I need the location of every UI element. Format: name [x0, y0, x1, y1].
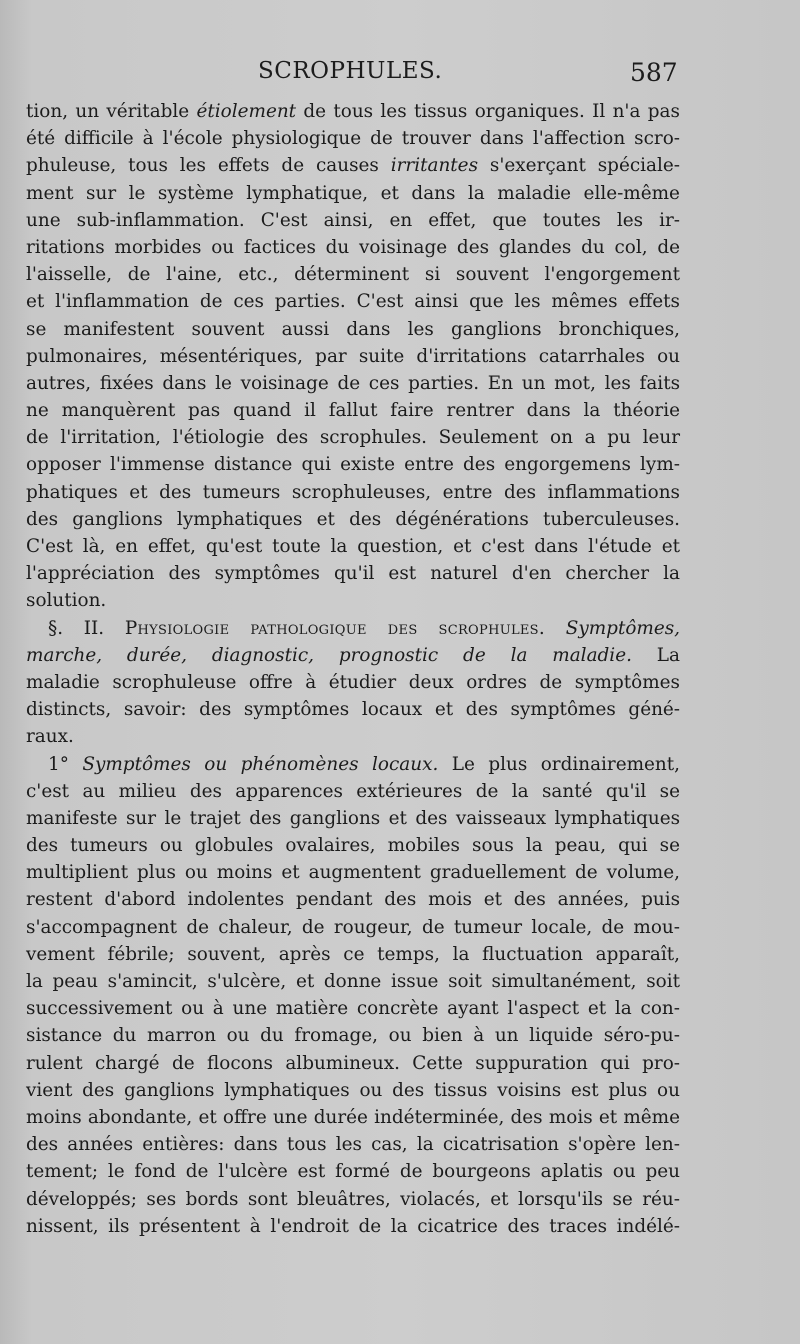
- text-line: [26, 587, 680, 614]
- text-line: [26, 832, 680, 859]
- body-text: [26, 98, 680, 1240]
- text-run: ritations morbides ou factices du voisinage des glandes du col, de: [26, 236, 681, 258]
- text-run: phuleuse, tous les effets de causes: [26, 155, 391, 177]
- text-line: [26, 451, 680, 478]
- text-run: ment sur le système lymphatique, et dans la maladie elle-même: [26, 182, 680, 204]
- text-run: et l'inflammation de ces parties. C'est ainsi que les mêmes effets: [26, 291, 680, 313]
- text-run: 1°: [48, 753, 83, 775]
- text-line: [26, 1050, 680, 1077]
- text-run: marche, durée, diagnostic, prognostic de la maladie.: [26, 644, 632, 666]
- text-line: [26, 98, 680, 125]
- text-run: une sub-inflammation. C'est ainsi, en effet, que toutes les ir-: [26, 209, 681, 231]
- page-number: 587: [630, 58, 678, 87]
- text-run: solution.: [26, 590, 107, 612]
- text-line: [26, 207, 680, 234]
- text-run: étiolement: [196, 101, 297, 122]
- text-run: Symptômes,: [565, 617, 681, 639]
- text-run: se manifestent souvent aussi dans les ganglions bronchiques,: [26, 318, 681, 340]
- text-run: irritantes: [390, 155, 479, 177]
- text-line: [26, 941, 680, 968]
- text-line: [26, 180, 680, 207]
- text-line: [26, 506, 680, 533]
- text-line: [26, 1104, 680, 1131]
- text-run: c'est au milieu des apparences extérieures de la santé qu'il se: [26, 780, 680, 802]
- text-line: [26, 1186, 680, 1213]
- text-run: moins abondante, et offre une durée indéterminée, des mois et même: [26, 1106, 680, 1128]
- text-line: [26, 642, 680, 669]
- text-line: [26, 914, 680, 941]
- text-line: [26, 1022, 680, 1049]
- text-line: [26, 886, 680, 913]
- running-title: SCROPHULES.: [258, 58, 443, 84]
- text-run: sistance du marron ou du fromage, ou bien à un liquide séro-pu-: [26, 1025, 680, 1047]
- text-line: [26, 261, 680, 288]
- text-run: [545, 615, 566, 642]
- text-line: [26, 723, 680, 750]
- text-line: [26, 1077, 680, 1104]
- text-line: [26, 696, 680, 723]
- text-line: [26, 288, 680, 315]
- text-line: [26, 1213, 680, 1240]
- text-line: [26, 1158, 680, 1185]
- text-run: opposer l'immense distance qui existe entre des engorgemens lym-: [26, 454, 680, 476]
- text-run: C'est là, en effet, qu'est toute la question, et c'est dans l'étude et: [26, 536, 680, 557]
- text-line: [26, 533, 680, 560]
- text-run: successivement ou à une matière concrète ayant l'aspect et la con-: [26, 998, 680, 1020]
- text-run: s'accompagnent de chaleur, de rougeur, de tumeur locale, de mou-: [26, 916, 680, 938]
- text-line: [26, 615, 680, 642]
- text-run: s'exerçant spéciale-: [478, 155, 680, 177]
- text-run: rulent chargé de flocons albumineux. Cette suppuration qui pro-: [26, 1052, 681, 1074]
- text-line: [26, 316, 680, 343]
- text-line: [26, 751, 680, 778]
- text-run: autres, fixées dans le voisinage de ces parties. En un mot, les faits: [26, 372, 681, 394]
- text-run: tion, un véritable: [26, 101, 197, 122]
- text-line: [26, 669, 680, 696]
- text-run: La: [631, 644, 680, 666]
- text-run: nissent, ils présentent à l'endroit de la cicatrice des traces indélé-: [26, 1215, 681, 1237]
- text-line: [26, 125, 680, 152]
- text-line: [26, 859, 680, 886]
- text-line: [26, 424, 680, 451]
- text-run: vement fébrile; souvent, après ce temps, la fluctuation apparaît,: [26, 943, 680, 965]
- page-header: [0, 58, 800, 92]
- text-line: [26, 479, 680, 506]
- text-run: restent d'abord indolentes pendant des mois et des années, puis: [26, 889, 681, 911]
- text-run: l'appréciation des symptômes qu'il est naturel d'en chercher la: [26, 563, 680, 585]
- text-line: [26, 397, 680, 424]
- text-run: des années entières: dans tous les cas, la cicatrisation s'opère len-: [26, 1134, 680, 1156]
- text-run: de tous les tissus organiques. Il n'a pas: [296, 101, 680, 122]
- text-run: Physiologie pathologique des scrophules.: [124, 617, 546, 639]
- text-run: des ganglions lymphatiques et des dégénérations tuberculeuses.: [26, 508, 681, 530]
- text-line: [26, 370, 680, 397]
- text-line: [26, 968, 680, 995]
- text-run: §. II.: [48, 617, 125, 639]
- text-line: [26, 560, 680, 587]
- text-run: tement; le fond de l'ulcère est formé de bourgeons aplatis ou peu: [26, 1161, 681, 1183]
- text-run: maladie scrophuleuse offre à étudier deux ordres de symptômes: [26, 671, 680, 693]
- text-run: manifeste sur le trajet des ganglions et des vaisseaux lymphatiques: [26, 807, 681, 829]
- text-line: [26, 343, 680, 370]
- text-line: [26, 995, 680, 1022]
- text-run: phatiques et des tumeurs scrophuleuses, entre des inflammations: [26, 481, 680, 503]
- text-line: [26, 234, 680, 261]
- text-run: la peau s'amincit, s'ulcère, et donne issue soit simultanément, soit: [26, 971, 680, 992]
- text-run: raux.: [26, 726, 74, 748]
- text-run: pulmonaires, mésentériques, par suite d'irritations catarrhales ou: [26, 345, 681, 367]
- text-run: l'aisselle, de l'aine, etc., déterminent si souvent l'engorgement: [26, 264, 681, 286]
- text-run: multiplient plus ou moins et augmentent graduellement de volume,: [26, 862, 680, 884]
- text-run: Symptômes ou phénomènes locaux.: [82, 753, 439, 775]
- text-run: vient des ganglions lymphatiques ou des tissus voisins est plus ou: [26, 1079, 680, 1101]
- text-run: été difficile à l'école physiologique de trouver dans l'affection scro-: [26, 128, 680, 150]
- text-run: de l'irritation, l'étiologie des scrophules. Seulement on a pu leur: [26, 427, 681, 449]
- text-run: Le plus ordinairement,: [438, 753, 681, 775]
- text-run: développés; ses bords sont bleuâtres, violacés, et lorsqu'ils se réu-: [26, 1188, 680, 1210]
- text-line: [26, 1131, 680, 1158]
- text-run: ne manquèrent pas quand il fallut faire rentrer dans la théorie: [26, 400, 680, 422]
- text-run: distincts, savoir: des symptômes locaux et des symptômes géné-: [26, 699, 681, 721]
- text-run: des tumeurs ou globules ovalaires, mobiles sous la peau, qui se: [26, 835, 680, 857]
- text-line: [26, 778, 680, 805]
- text-line: [26, 805, 680, 832]
- text-line: [26, 152, 680, 179]
